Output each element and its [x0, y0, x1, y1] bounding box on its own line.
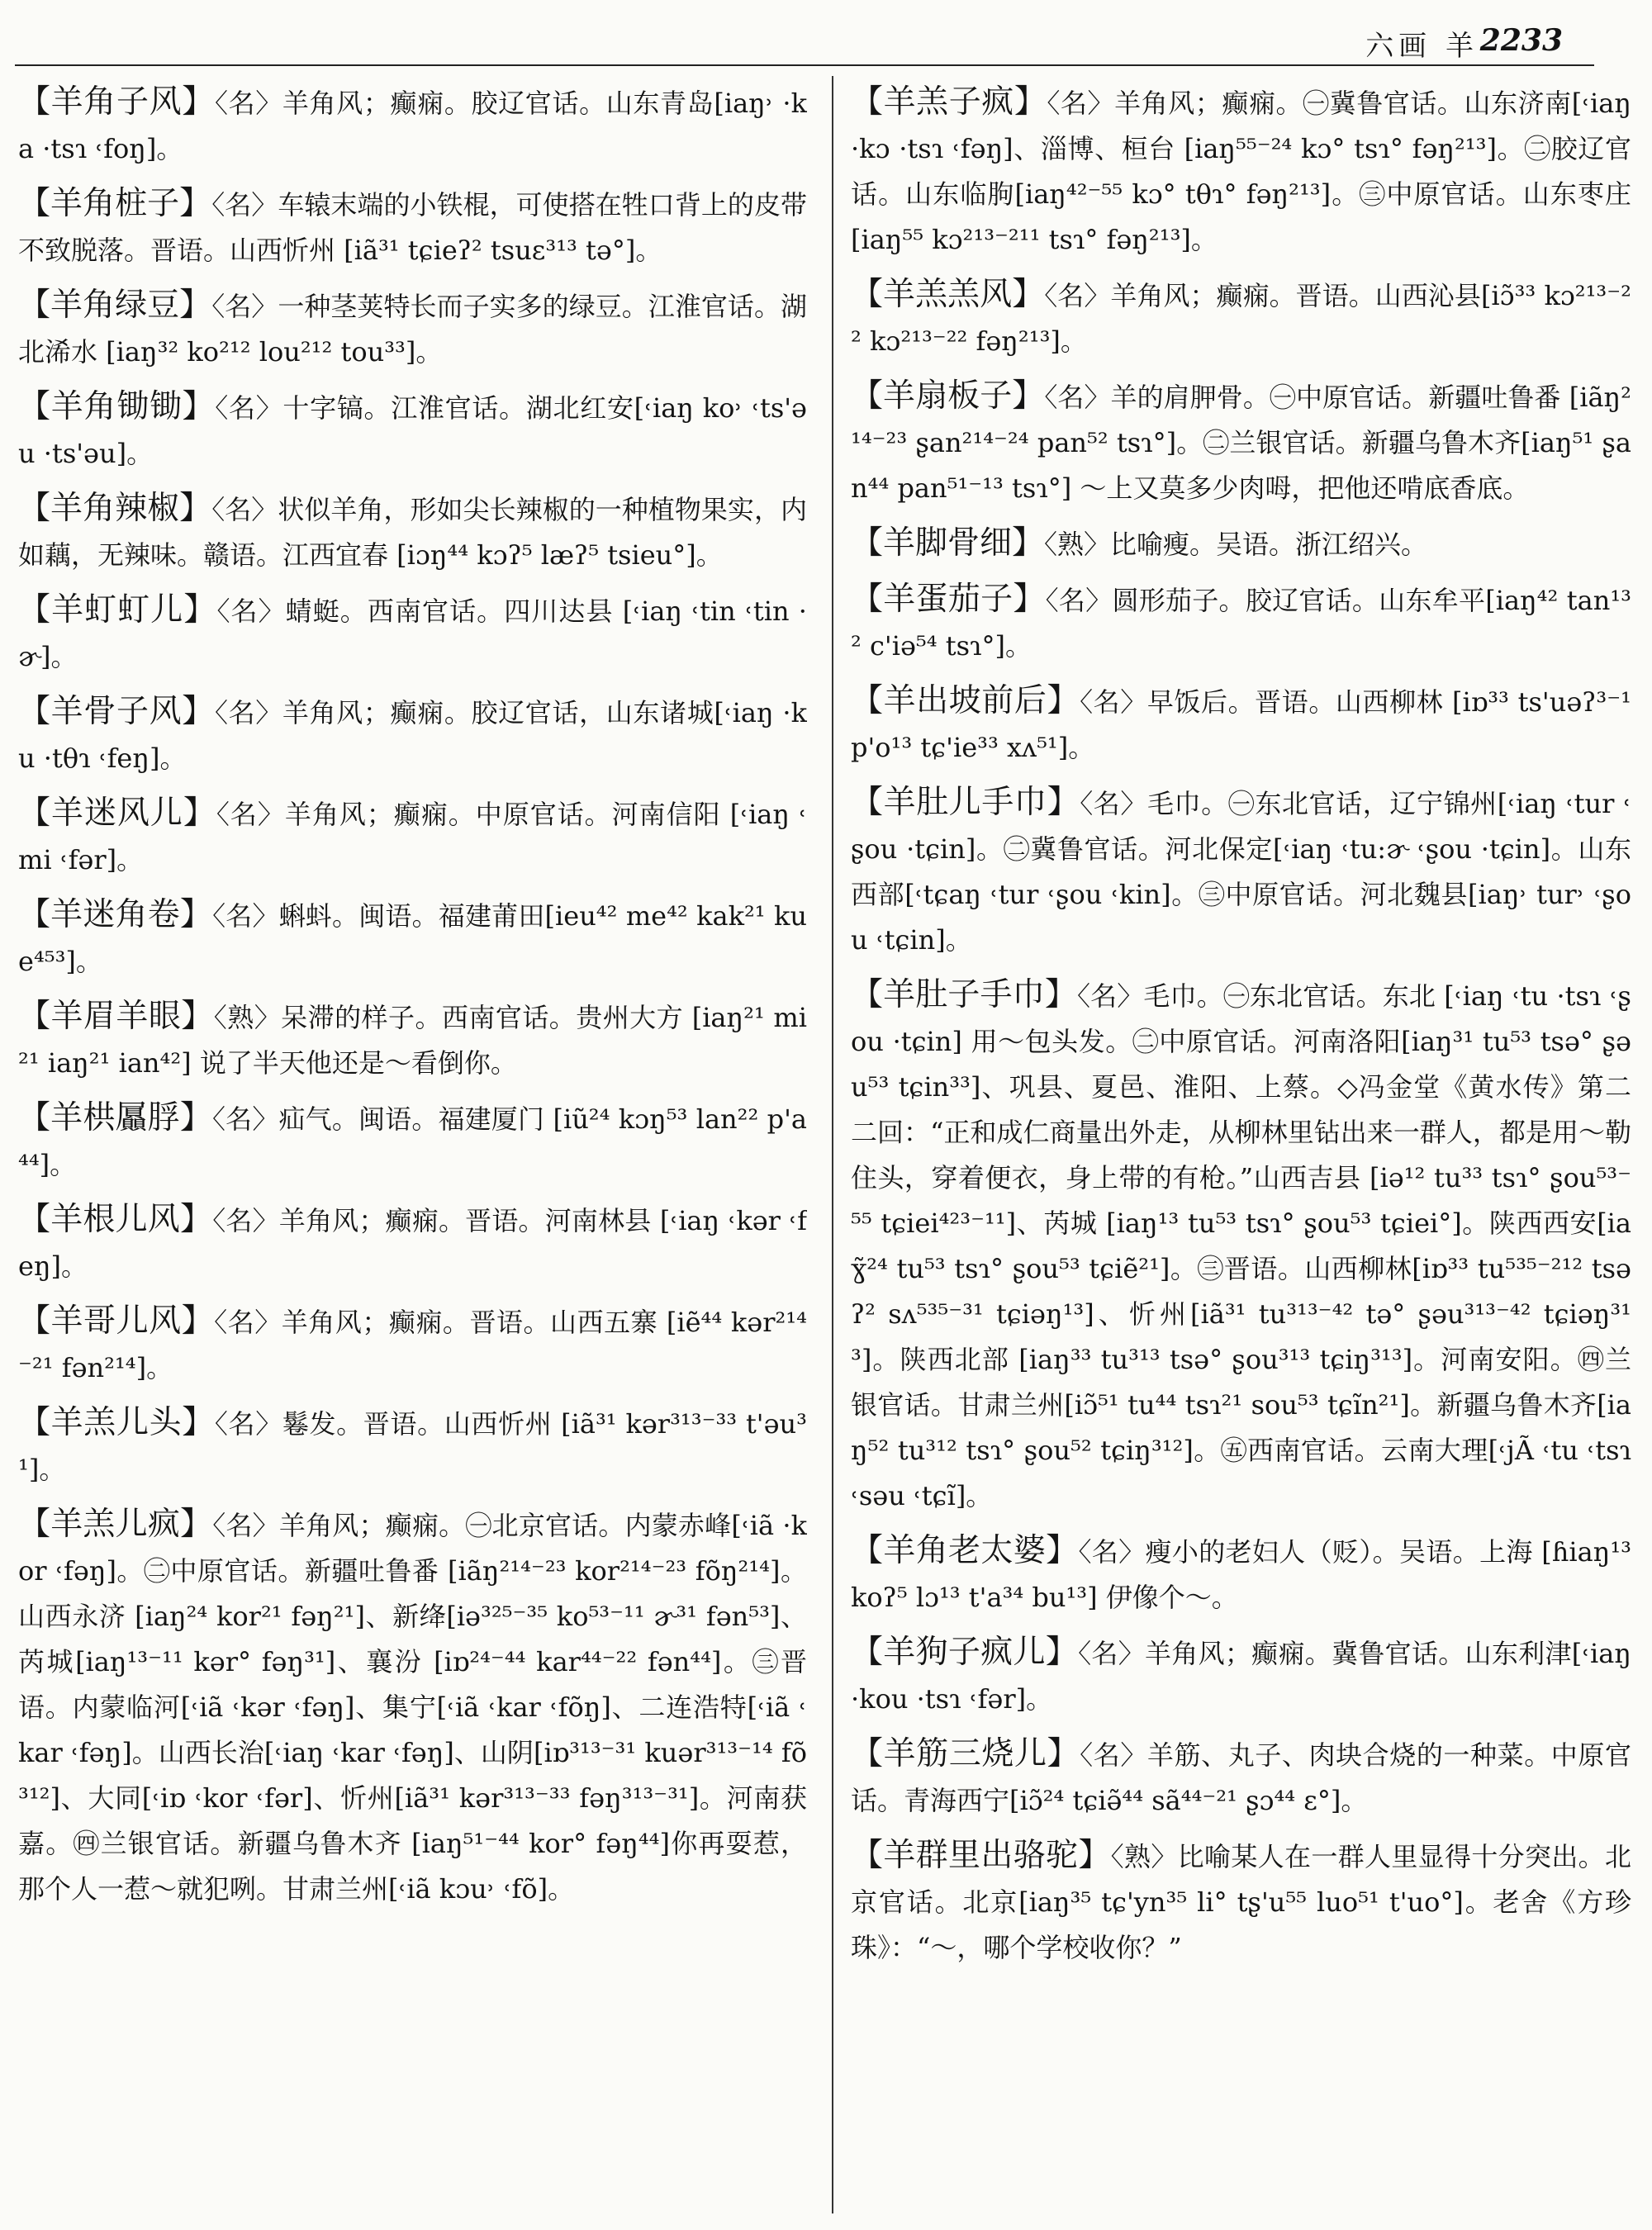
- dictionary-entry: [851, 576, 1631, 669]
- dictionary-entry: [851, 1630, 1631, 1722]
- entry-headword: 【羊眉羊眼】: [18, 998, 214, 1035]
- entry-headword: 【羊扇板子】: [851, 377, 1045, 415]
- entry-text: 〈名〉羊角风；癫痫。晋语。河南林县 [˓iaŋ ˓kər ˓feŋ]。: [18, 1205, 807, 1282]
- entry-text: 〈名〉疝气。闽语。福建厦门 [iũ²⁴ kɔŋ⁵³ lan²² p'a⁴⁴]。: [18, 1103, 807, 1180]
- entry-headword: 【羊角绿豆】: [18, 287, 212, 324]
- page-number: 2233: [1479, 23, 1563, 58]
- entry-text: 〈名〉羊角风；癫痫。胶辽官话，山东诸城[˓iaŋ ·ku ·tθɿ ˓feŋ]。: [18, 697, 807, 774]
- entry-text: 〈名〉车辕末端的小铁棍，可使搭在牲口背上的皮带不致脱落。晋语。山西忻州 [iã³¹ tɕieʔ² tsuɛ³¹³ tə°]。: [18, 189, 807, 266]
- dictionary-entry: [851, 1731, 1631, 1824]
- entry-text: 〈名〉羊角风；癫痫。晋语。山西沁县[iɔ̃³³ kɔ²¹³⁻²² kɔ²¹³⁻²² fəŋ²¹³]。: [851, 280, 1631, 357]
- dictionary-entry: [18, 1502, 807, 1912]
- entry-headword: 【羊角辣椒】: [18, 490, 212, 527]
- entry-text: 〈名〉圆形茄子。胶辽官话。山东牟平[iaŋ⁴² tan¹³² c'iə⁵⁴ tsɿ°]。: [851, 585, 1631, 662]
- entry-text: 〈名〉一种茎荚特长而子实多的绿豆。江淮官话。湖北浠水 [iaŋ³² ko²¹² lou²¹² tou³³]。: [18, 291, 807, 368]
- left-column: [18, 79, 807, 2210]
- entry-text: 〈名〉瘦小的老妇人（贬）。吴语。上海 [ɦiaŋ¹³ koʔ⁵ lɔ¹³ t'a³⁴ bu¹³] 伊像个～。: [851, 1536, 1631, 1613]
- entry-text: 〈名〉羊角风；癫痫。冀鲁官话。山东利津[˓iaŋ ·kou ·tsɿ ˓fər]。: [851, 1638, 1631, 1715]
- dictionary-entry: [18, 1298, 807, 1391]
- dictionary-entry: [18, 790, 807, 883]
- dictionary-entry: [851, 1528, 1631, 1620]
- entry-text: 〈名〉状似羊角，形如尖长辣椒的一种植物果实，内如藕，无辣味。赣语。江西宜春 [iɔŋ⁴⁴ kɔʔ⁵ læʔ⁵ tsieu°]。: [18, 494, 807, 571]
- header-rule: [15, 64, 1594, 66]
- entry-text: 〈名〉蜻蜓。西南官话。四川达县 [˓iaŋ ˓tin ˓tin ·ɚ]。: [18, 595, 807, 672]
- entry-headword: 【羊肚儿手巾】: [851, 784, 1080, 821]
- entry-headword: 【羊骨子风】: [18, 693, 215, 730]
- entry-text: 〈名〉羊角风；癫痫。㊀冀鲁官话。山东济南[˓iaŋ ·kɔ ·tsɿ ˓fəŋ]、淄博、桓台 [iaŋ⁵⁵⁻²⁴ kɔ° tsɿ° fəŋ²¹³]。㊁胶辽官话。山东临朐[iaŋ⁴²⁻⁵⁵ kɔ° tθɿ° fəŋ²¹³]。㊂中原官话。山东枣庄[iaŋ⁵⁵ kɔ²¹³⁻²¹¹ tsɿ° fəŋ²¹³]。: [851, 88, 1631, 255]
- entry-headword: 【羊肚子手巾】: [851, 976, 1077, 1013]
- dictionary-entry: [851, 79, 1631, 263]
- dictionary-entry: [18, 282, 807, 375]
- entry-headword: 【羊群里出骆驼】: [851, 1837, 1111, 1874]
- entry-text: 〈名〉蝌蚪。闽语。福建莆田[ieu⁴² me⁴² kak²¹ kue⁴⁵³]。: [18, 900, 807, 977]
- dictionary-entry: [851, 520, 1631, 567]
- entry-text: 〈熟〉呆滞的样子。西南官话。贵州大方 [iaŋ²¹ mi²¹ iaŋ²¹ ian⁴²] 说了半天他还是～看倒你。: [18, 1002, 807, 1079]
- entry-headword: 【羊羔儿疯】: [18, 1506, 213, 1543]
- entry-headword: 【羊栱屭脬】: [18, 1099, 212, 1136]
- entry-headword: 【羊角锄锄】: [18, 388, 216, 425]
- dictionary-entry: [851, 272, 1631, 364]
- dictionary-entry: [18, 1095, 807, 1188]
- dictionary-entry: [18, 1197, 807, 1289]
- dictionary-entry: [851, 972, 1631, 1519]
- entry-headword: 【羊羔子疯】: [851, 83, 1047, 121]
- entry-headword: 【羊迷角卷】: [18, 896, 213, 933]
- dictionary-entry: [18, 892, 807, 985]
- entry-text: 〈名〉十字镐。江淮官话。湖北红安[˓iaŋ ko˒ ˓ts'əu ·ts'əu]。: [18, 392, 807, 469]
- entry-text: 〈名〉羊角风；癫痫。中原官话。河南信阳 [˓iaŋ ˓mi ˓fər]。: [18, 799, 807, 875]
- entry-headword: 【羊狗子疯儿】: [851, 1634, 1079, 1671]
- right-column: [851, 79, 1631, 2210]
- dictionary-entry: [18, 689, 807, 781]
- page-header: [0, 23, 1652, 64]
- column-divider: [832, 76, 833, 2213]
- dictionary-entry: [851, 780, 1631, 963]
- entry-text: 〈熟〉比喻瘦。吴语。浙江绍兴。: [1044, 529, 1428, 560]
- entry-headword: 【羊出坡前后】: [851, 682, 1080, 719]
- dictionary-entry: [851, 1833, 1631, 1971]
- entry-headword: 【羊蛋茄子】: [851, 581, 1046, 618]
- entry-headword: 【羊根儿风】: [18, 1201, 213, 1238]
- dictionary-entry: [18, 181, 807, 273]
- entry-text: 〈名〉毛巾。㊀东北官话。东北 [˓iaŋ ˓tu ·tsɿ ˓ʂou ·tɕin] 用～包头发。㊁中原官话。河南洛阳[iaŋ³¹ tu⁵³ tsə° ʂəu⁵³ tɕin³³]、巩县、夏邑、淮阳、上蔡。◇冯金堂《黄水传》第二二回：“正和成仁商量出外走，从柳林里钻出来一群人，都是用～勒住头，穿着便衣，身上带的有枪。”山西吉县 [iə¹² tu³³ tsɿ° ʂou⁵³⁻⁵⁵ tɕiei⁴²³⁻¹¹]、芮城 [iaŋ¹³ tu⁵³ tsɿ° ʂou⁵³ tɕiei°]。陕西西安[iaɣ̃²⁴ tu⁵³ tsɿ° ʂou⁵³ tɕiẽ²¹]。㊂晋语。山西柳林[iɒ³³ tu⁵³⁵⁻²¹² tsəʔ² sʌ⁵³⁵⁻³¹ tɕiəŋ¹³]、忻州[iã³¹ tu³¹³⁻⁴² tə° ʂəu³¹³⁻⁴² tɕiəŋ³¹³]。陕西北部 [iaŋ³³ tu³¹³ tsə° ʂou³¹³ tɕiŋ³¹³]。河南安阳。㊃兰银官话。甘肃兰州[iɔ̃⁵¹ tu⁴⁴ tsɿ²¹ sou⁵³ tɕĩn²¹]。新疆乌鲁木齐[iaŋ⁵² tu³¹² tsɿ° ʂou⁵² tɕiŋ³¹²]。㊄西南官话。云南大理[˓jÃ ˓tu ˓tsɿ ˓səu ˓tɕĩ]。: [851, 980, 1631, 1511]
- dictionary-entry: [18, 486, 807, 578]
- entry-text: 〈名〉羊筋、丸子、肉块合烧的一种菜。中原官话。青海西宁[iɔ̃²⁴ tɕiə̃⁴⁴ sã⁴⁴⁻²¹ ʂɔ⁴⁴ ɛ°]。: [851, 1739, 1631, 1816]
- section-label: 六画 羊: [1365, 30, 1479, 63]
- dictionary-entry: [18, 384, 807, 477]
- entry-headword: 【羊虰虰儿】: [18, 591, 217, 629]
- entry-text: 〈名〉羊角风；癫痫。晋语。山西五寨 [iẽ⁴⁴ kər²¹⁴⁻²¹ fən²¹⁴]。: [18, 1307, 807, 1383]
- entry-headword: 【羊迷风儿】: [18, 795, 216, 832]
- dictionary-entry: [18, 994, 807, 1086]
- dictionary-entry: [851, 373, 1631, 511]
- dictionary-entry: [18, 79, 807, 172]
- entry-text: 〈名〉羊的肩胛骨。㊀中原官话。新疆吐鲁番 [iãŋ²¹⁴⁻²³ ʂan²¹⁴⁻²⁴ pan⁵² tsɿ°]。㊁兰银官话。新疆乌鲁木齐[iaŋ⁵¹ ʂan⁴⁴ pan⁵¹⁻¹³ tsɿ°] ～上又莫多少肉呣，把他还啃底香底。: [851, 382, 1631, 504]
- dictionary-entry: [851, 678, 1631, 771]
- entry-text: 〈名〉鬈发。晋语。山西忻州 [iã³¹ kər³¹³⁻³³ t'əu³¹]。: [18, 1408, 807, 1485]
- entry-headword: 【羊筋三烧儿】: [851, 1735, 1080, 1772]
- entry-text: 〈名〉羊角风；癫痫。胶辽官话。山东青岛[iaŋ˒ ·ka ·tsɿ ˓foŋ]。: [18, 88, 807, 164]
- entry-text: 〈熟〉比喻某人在一群人里显得十分突出。北京官话。北京[iaŋ³⁵ tɕ'yn³⁵ li° tʂ'u⁵⁵ luo⁵¹ t'uo°]。老舍《方珍珠》：“～，哪个学校收你？”: [851, 1841, 1631, 1963]
- entry-headword: 【羊角老太婆】: [851, 1532, 1079, 1569]
- entry-headword: 【羊角子风】: [18, 83, 215, 121]
- entry-headword: 【羊羔儿头】: [18, 1404, 215, 1441]
- entry-text: 〈名〉羊角风；癫痫。㊀北京官话。内蒙赤峰[˓iã ·kor ˓fəŋ]。㊁中原官话。新疆吐鲁番 [iãŋ²¹⁴⁻²³ kor²¹⁴⁻²³ fõŋ²¹⁴]。山西永济 [iaŋ²⁴ kor²¹ fəŋ²¹]、新绛[iə³²⁵⁻³⁵ ko⁵³⁻¹¹ ɚ³¹ fən⁵³]、芮城[iaŋ¹³⁻¹¹ kər° fəŋ³¹]、襄汾 [iɒ²⁴⁻⁴⁴ kar⁴⁴⁻²² fən⁴⁴]。㊂晋语。内蒙临河[˓iã ˓kər ˓fəŋ]、集宁[˓iã ˓kar ˓fõŋ]、二连浩特[˓iã ˓kar ˓fəŋ]。山西长治[˓iaŋ ˓kar ˓fəŋ]、山阴[iɒ³¹³⁻³¹ kuər³¹³⁻¹⁴ fõ³¹²]、大同[˓iɒ ˓kor ˓fər]、忻州[iã³¹ kər³¹³⁻³³ fəŋ³¹³⁻³¹]。河南获嘉。㊃兰银官话。新疆乌鲁木齐 [iaŋ⁵¹⁻⁴⁴ kor° fəŋ⁴⁴]你再耍惹，那个人一惹～就犯咧。甘肃兰州[˓iã kɔu˒ ˓fõ]。: [18, 1510, 807, 1905]
- dictionary-entry: [18, 587, 807, 680]
- entry-text: 〈名〉毛巾。㊀东北官话，辽宁锦州[˓iaŋ ˓tur ˓ʂou ·tɕin]。㊁冀鲁官话。河北保定[˓iaŋ ˓tu:ɚ ˓ʂou ·tɕin]。山东西部[˓tɕaŋ ˓tur ˓ʂou ˓kin]。㊂中原官话。河北魏县[iaŋ˒ tur˒ ˓ʂou ˓tɕin]。: [851, 788, 1631, 956]
- entry-headword: 【羊哥儿风】: [18, 1302, 215, 1340]
- entry-headword: 【羊羔羔风】: [851, 276, 1045, 313]
- dictionary-entry: [18, 1400, 807, 1492]
- entry-headword: 【羊脚骨细】: [851, 524, 1045, 562]
- entry-text: 〈名〉早饭后。晋语。山西柳林 [iɒ³³ ts'uəʔ³⁻¹ p'o¹³ tɕ'ie³³ xʌ⁵¹]。: [851, 686, 1631, 763]
- entry-headword: 【羊角桩子】: [18, 185, 212, 222]
